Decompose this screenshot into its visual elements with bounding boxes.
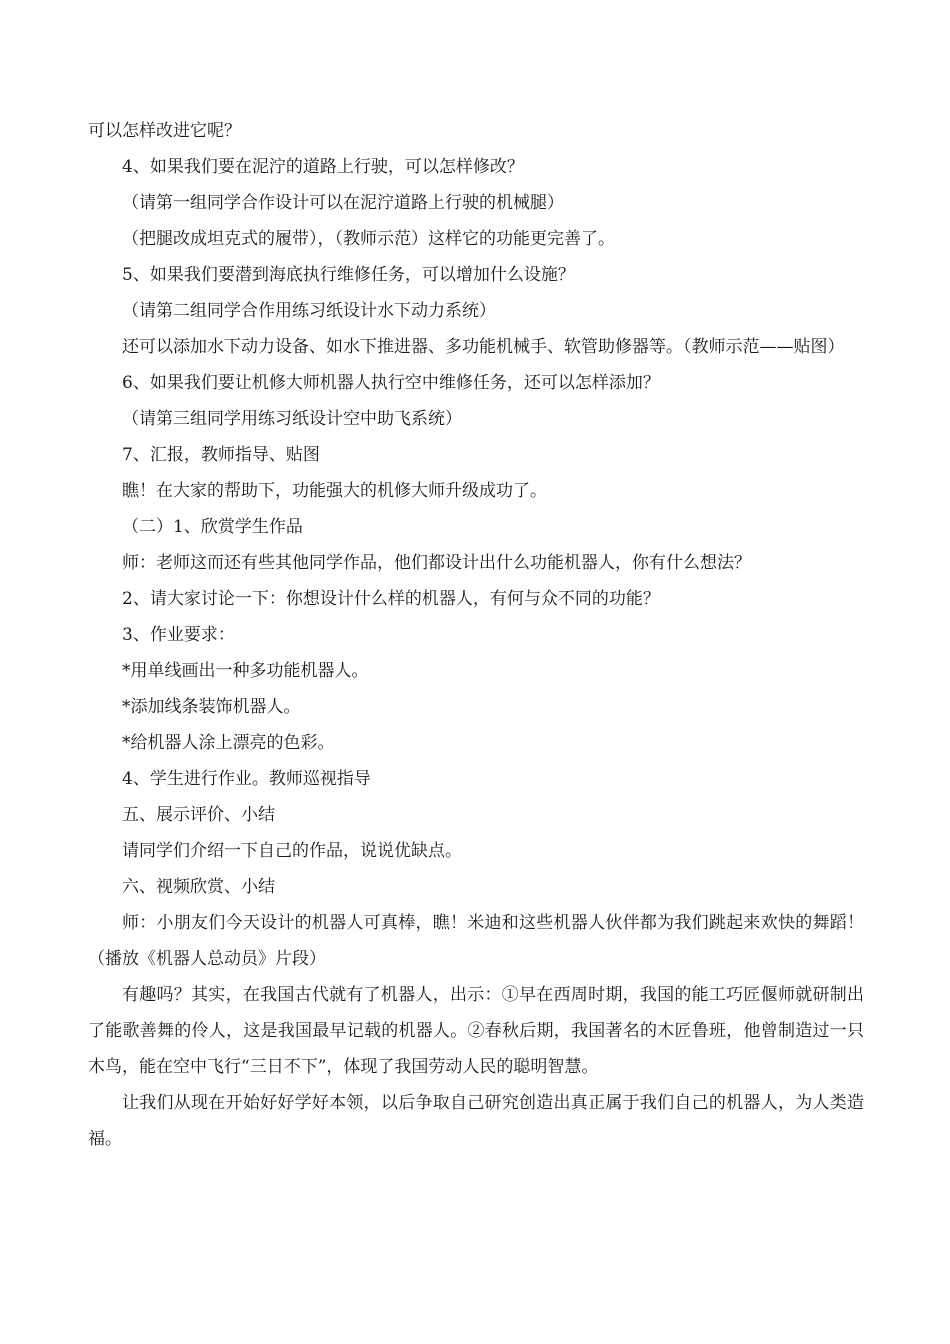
paragraph-upgrade-success: 瞧！在大家的帮助下，功能强大的机修大师升级成功了。 <box>122 481 547 501</box>
paragraph-requirement-2: *添加线条装饰机器人。 <box>122 697 301 717</box>
paragraph-step-7: 7、汇报，教师指导、贴图 <box>122 445 320 465</box>
paragraph-continuation: 可以怎样改进它呢？ <box>88 121 241 141</box>
paragraph-underwater-devices: 还可以添加水下动力设备、如水下推进器、多功能机械手、软管助修器等。（教师示范——贴图） <box>122 337 845 357</box>
paragraph-homework-step: 4、学生进行作业。教师巡视指导 <box>122 769 371 789</box>
section-heading-evaluation: 五、展示评价、小结 <box>122 805 275 825</box>
paragraph-appreciate-works: （二）1、欣赏学生作品 <box>122 517 303 537</box>
document-body <box>88 113 864 1157</box>
paragraph-homework-requirements: 3、作业要求： <box>122 625 235 645</box>
paragraph-requirement-3: *给机器人涂上漂亮的色彩。 <box>122 733 335 753</box>
paragraph-introduce-works: 请同学们介绍一下自己的作品，说说优缺点。 <box>122 841 462 861</box>
paragraph-requirement-1: *用单线画出一种多功能机器人。 <box>122 661 369 681</box>
paragraph-teacher-question: 师：老师这而还有些其他同学作品，他们都设计出什么功能机器人，你有什么想法？ <box>122 553 751 573</box>
paragraph-step-6: 6、如果我们要让机修大师机器人执行空中维修任务，还可以怎样添加？ <box>122 373 660 393</box>
paragraph-group-2: （请第二组同学合作用练习纸设计水下动力系统） <box>122 301 496 321</box>
paragraph-tracks: （把腿改成坦克式的履带），（教师示范）这样它的功能更完善了。 <box>122 229 615 249</box>
paragraph-step-4: 4、如果我们要在泥泞的道路上行驶，可以怎样修改？ <box>122 157 524 177</box>
paragraph-conclusion: 让我们从现在开始好好学好本领，以后争取自己研究创造出真正属于我们自己的机器人，为人类造福。 <box>88 1093 864 1149</box>
paragraph-group-3: （请第三组同学用练习纸设计空中助飞系统） <box>122 409 462 429</box>
paragraph-video-dance: 师：小朋友们今天设计的机器人可真棒，瞧！米迪和这些机器人伙伴都为我们跳起来欢快的舞蹈！（播放《机器人总动员》片段） <box>88 913 864 969</box>
paragraph-discussion: 2、请大家讨论一下：你想设计什么样的机器人，有何与众不同的功能？ <box>122 589 660 609</box>
paragraph-ancient-robots: 有趣吗？其实，在我国古代就有了机器人，出示：①早在西周时期，我国的能工巧匠偃师就研制出了能歌善舞的伶人，这是我国最早记载的机器人。②春秋后期，我国著名的木匠鲁班，他曾制造过一只木鸟，能在空中飞行“三日不下”，体现了我国劳动人民的聪明智慧。 <box>88 985 864 1077</box>
section-heading-video: 六、视频欣赏、小结 <box>122 877 275 897</box>
paragraph-step-5: 5、如果我们要潜到海底执行维修任务，可以增加什么设施？ <box>122 265 575 285</box>
paragraph-group-1: （请第一组同学合作设计可以在泥泞道路上行驶的机械腿） <box>122 193 564 213</box>
